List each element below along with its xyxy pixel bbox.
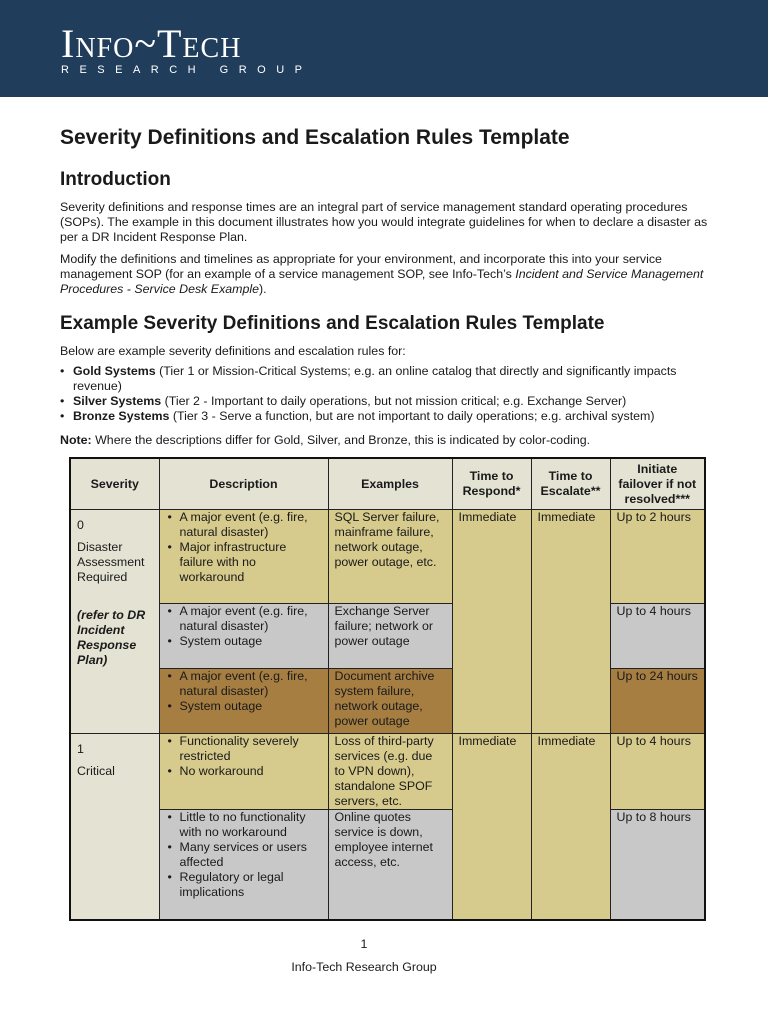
description-cell [159,810,328,920]
note-label: Note: [60,433,92,447]
header-time-to-escalate: Time to Escalate** [531,458,610,510]
list-item: • No workaround [180,764,322,779]
list-item: • System outage [180,634,322,649]
intro-p2-end: ). [259,282,267,296]
list-item: • System outage [180,699,322,714]
header-description: Description [159,458,328,510]
severity-number: 1 [77,742,84,756]
info-tech-logo: Info~Tech [61,21,242,66]
header-time-to-respond: Time to Respond* [452,458,531,510]
note-text: Where the descriptions differ for Gold, Silver, and Bronze, this is indicated by color-coding. [91,433,591,447]
table-row [70,810,705,920]
list-item: • Regulatory or legal implications [180,870,322,900]
table-header-row [70,458,705,510]
escalate-cell: Immediate [531,734,610,920]
severity-table [69,457,706,921]
list-item: • Many services or users affected [180,840,322,870]
sop-reference: Incident and Service Management Procedures - Service Desk Example [60,267,704,296]
table-row [70,669,705,734]
intro-paragraph-1: Severity definitions and response times are an integral part of service management standard operating procedures (SOPs). The example in this document illustrates how you would integrate guidelines for when to declare a disaster as per a DR Incident Response Plan. [60,200,708,244]
description-cell [159,604,328,669]
severity-1-cell [70,734,159,920]
header-initiate-failover: Initiate failover if not resolved*** [610,458,705,510]
table-row [70,604,705,669]
list-item: • A major event (e.g. fire, natural disaster) [180,604,322,634]
list-item [60,409,710,424]
header-severity: Severity [70,458,159,510]
severity-number: 0 [77,518,84,532]
intro-p2-text: Modify the definitions and timelines as appropriate for your environment, and incorporate this into your service management SOP (for an example of a service management SOP, see Info-Tech’s [60,252,662,281]
footer-organization: Info-Tech Research Group [291,960,437,974]
list-item: • Little to no functionality with no workaround [180,810,322,840]
introduction-heading: Introduction [60,169,171,190]
list-item [60,364,710,394]
escalate-cell: Immediate [531,510,610,734]
description-cell [159,510,328,604]
tier-name: Bronze Systems [73,409,170,423]
list-item: • A major event (e.g. fire, natural disaster) [180,510,322,540]
severity-note: (refer to DR Incident Response Plan) [77,608,146,667]
table-row [70,510,705,604]
header-examples: Examples [328,458,452,510]
respond-cell: Immediate [452,510,531,734]
tier-text: (Tier 2 - Important to daily operations, but not mission critical; e.g. Exchange Server) [161,394,627,408]
description-cell [159,734,328,810]
tier-name: Gold Systems [73,364,156,378]
tier-list [60,364,710,424]
tier-text: (Tier 3 - Serve a function, but are not important to daily operations; e.g. archival system) [169,409,655,423]
example-lead: Below are example severity definitions and escalation rules for: [60,344,406,358]
examples-cell: Loss of third-party services (e.g. due to VPN down), standalone SPOF servers, etc. [328,734,452,810]
severity-0-cell [70,510,159,734]
header-banner [0,0,768,97]
failover-cell: Up to 4 hours [610,604,705,669]
document-title: Severity Definitions and Escalation Rules Template [60,126,570,149]
respond-cell: Immediate [452,734,531,920]
list-item [60,394,710,409]
severity-name: Disaster Assessment Required [77,540,145,584]
failover-cell: Up to 8 hours [610,810,705,920]
examples-cell: SQL Server failure, mainframe failure, network outage, power outage, etc. [328,510,452,604]
intro-paragraph-2 [60,252,710,297]
failover-cell: Up to 2 hours [610,510,705,604]
failover-cell: Up to 4 hours [610,734,705,810]
color-note [60,433,710,448]
severity-name: Critical [77,764,115,778]
tier-text: (Tier 1 or Mission-Critical Systems; e.g. an online catalog that directly and significantly impacts revenue) [73,364,677,393]
examples-cell: Exchange Server failure; network or power outage [328,604,452,669]
example-heading: Example Severity Definitions and Escalation Rules Template [60,313,605,334]
tier-name: Silver Systems [73,394,162,408]
list-item: • A major event (e.g. fire, natural disaster) [180,669,322,699]
list-item: • Major infrastructure failure with no workaround [180,540,322,585]
page-number: 1 [360,937,368,951]
list-item: • Functionality severely restricted [180,734,322,764]
examples-cell: Online quotes service is down, employee internet access, etc. [328,810,452,920]
table-row [70,734,705,810]
examples-cell: Document archive system failure, network outage, power outage [328,669,452,734]
description-cell [159,669,328,734]
failover-cell: Up to 24 hours [610,669,705,734]
logo-subtitle: RESEARCH GROUP [61,64,313,76]
